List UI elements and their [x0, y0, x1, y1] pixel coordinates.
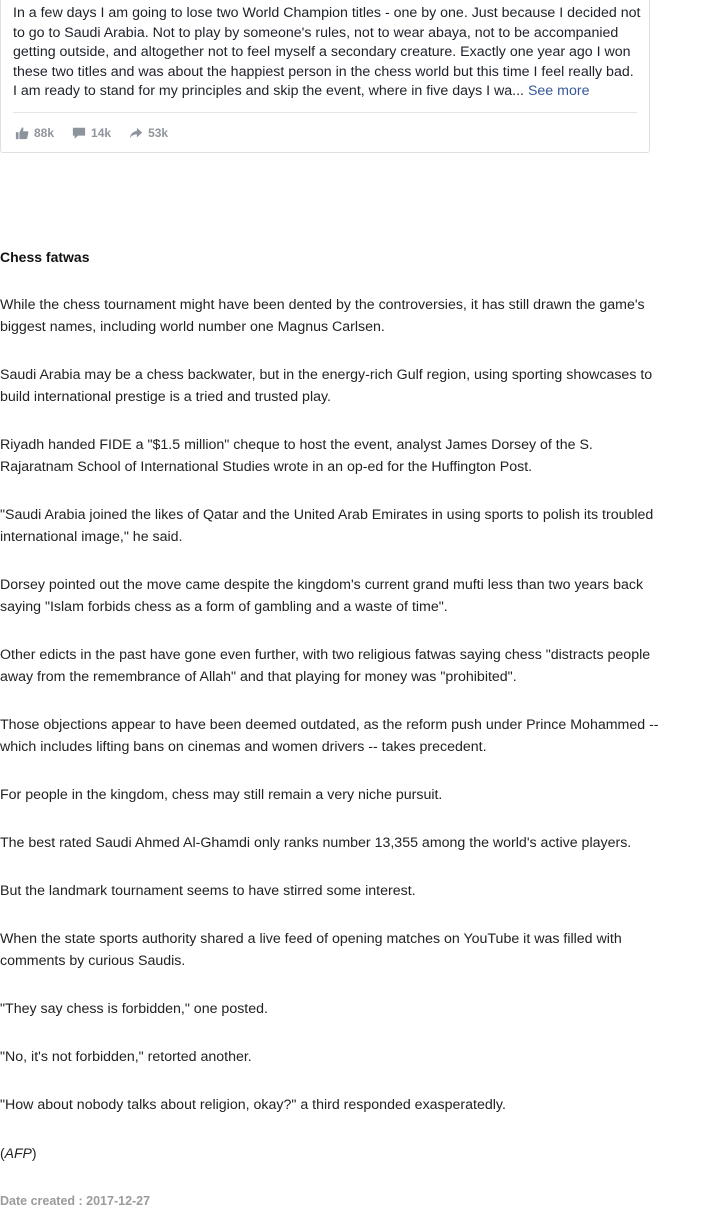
article-paragraph: Saudi Arabia may be a chess backwater, but in the energy-rich Gulf region, using sporting showcases to build international prestige is a tried and trusted play. [0, 367, 653, 405]
see-more-link[interactable]: See more [527, 83, 590, 100]
article-paragraph: For people in the kingdom, chess may still remain a very niche pursuit. [0, 787, 443, 803]
article-paragraph: "They say chess is forbidden," one posted. [0, 1001, 268, 1017]
share-arrow-icon [129, 126, 143, 140]
article-paragraph: But the landmark tournament seems to have stirred some interest. [0, 883, 416, 899]
article-paragraph: While the chess tournament might have been dented by the controversies, it has still drawn the game's biggest names, including world number one Magnus Carlsen. [0, 297, 645, 335]
share-count-button[interactable] [129, 126, 168, 140]
article-paragraph: When the state sports authority shared a live feed of opening matches on YouTube it was filled with comments by curious Saudis. [0, 931, 622, 969]
date-created: Date created : 2017-12-27 [0, 1194, 151, 1208]
facebook-post-text [13, 4, 641, 102]
section-subheading: Chess fatwas [0, 249, 90, 265]
share-count: 53k [148, 126, 169, 140]
article-paragraph: Other edicts in the past have gone even further, with two religious fatwas saying chess "distracts people away from the remembrance of Allah" and that playing for money was "prohibited". [0, 647, 651, 685]
credit-close-paren: ) [31, 1145, 37, 1161]
facebook-post-body: In a few days I am going to lose two World Champion titles - one by one. Just because I decided not to go to Saudi Arabia. Not to play by someone's rules, not to wear abaya, not to be accompanied getting outside, and altogether not to feel myself a secondary creature. Exactly one year ago I won these two titles and was about the happiest person in the chess world but this time I feel really bad. I am ready to stand for my principles and skip the event, where in five days I wa... [13, 5, 641, 100]
article-paragraph: Riyadh handed FIDE a "$1.5 million" cheque to host the event, analyst James Dorsey of the S. Rajaratnam School of International Studies wrote in an op-ed for the Huffington Post. [0, 437, 593, 475]
credit-open-paren: ( [0, 1145, 5, 1161]
source-credit [0, 1142, 37, 1164]
article-paragraph: "How about nobody talks about religion, okay?" a third responded exasperatedly. [0, 1097, 506, 1113]
like-count-button[interactable] [15, 126, 54, 140]
article-paragraph: Those objections appear to have been deemed outdated, as the reform push under Prince Mohammed -- which includes lifting bans on cinemas and women drivers -- takes precedent. [0, 717, 659, 755]
thumbs-up-icon [15, 126, 29, 140]
credit-source: AFP [4, 1145, 32, 1161]
facebook-embed-card [0, 0, 650, 153]
article-paragraph: "Saudi Arabia joined the likes of Qatar and the United Arab Emirates in using sports to polish its troubled international image," he said. [0, 507, 654, 545]
comment-icon [72, 126, 86, 140]
article-paragraph: Dorsey pointed out the move came despite the kingdom's current grand mufti less than two years back saying "Islam forbids chess as a form of gambling and a waste of time". [0, 577, 644, 615]
facebook-reactions-bar [15, 125, 186, 141]
article-paragraph: "No, it's not forbidden," retorted another. [0, 1049, 252, 1065]
facebook-divider [13, 112, 637, 113]
like-count: 88k [34, 126, 55, 140]
comment-count: 14k [91, 126, 112, 140]
article-paragraph: The best rated Saudi Ahmed Al-Ghamdi only ranks number 13,355 among the world's active players. [0, 835, 632, 851]
comment-count-button[interactable] [72, 126, 111, 140]
